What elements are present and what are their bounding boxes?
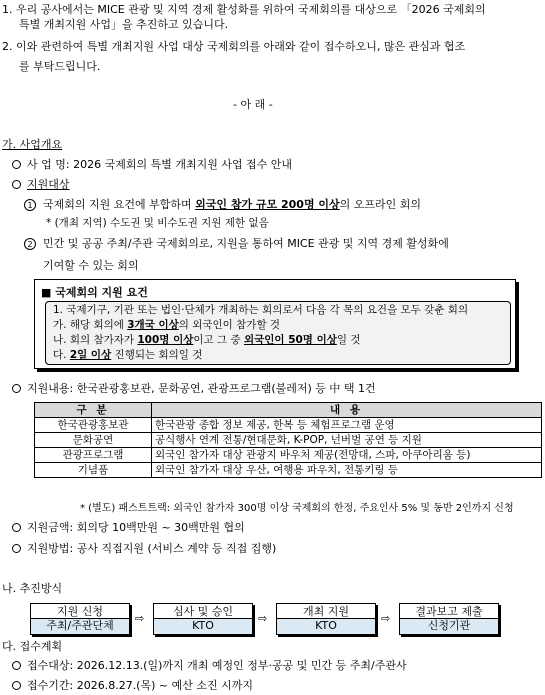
- amount-text: 지원금액: 회의당 10백만원 ~ 30백만원 협의: [27, 521, 245, 534]
- item-da-post: 진행되는 회의일 것: [111, 349, 203, 361]
- item-da-pre: 다.: [53, 349, 70, 361]
- step-actor: KTO: [154, 619, 252, 634]
- bullet-circle-icon: [12, 160, 21, 169]
- table-row: [35, 463, 542, 478]
- table-cell-content: 외국인 참가자 대상 우산, 여행용 파우치, 전통키링 등: [152, 463, 542, 478]
- step-actor: 신청기관: [400, 619, 498, 634]
- table-cell-category: 한국관광홍보관: [35, 418, 152, 433]
- table-header-content: 내 용: [152, 403, 542, 418]
- section-da-heading: 다. 접수계획: [2, 640, 63, 653]
- table-cell-category: 문화공연: [35, 433, 152, 448]
- item-na-post: 일 것: [336, 334, 361, 346]
- item-ga-pre: 가. 해당 회의에: [53, 319, 128, 331]
- process-step-review: [153, 603, 253, 635]
- process-step-report: [399, 603, 499, 635]
- requirements-box: [34, 279, 516, 369]
- table-cell-category: 관광프로그램: [35, 448, 152, 463]
- item-ga-post: 의 외국인이 참가할 것: [178, 319, 281, 331]
- item-na-bold-1: 100명 이상: [137, 334, 194, 346]
- below-marker: - 아 래 -: [233, 98, 273, 111]
- requirements-intro: 1. 국제기구, 기관 또는 법인·단체가 개최하는 회의로서 다음 각 목의 요건을 모두 갖춘 회의: [53, 304, 469, 316]
- criterion-1: [24, 198, 421, 212]
- method-text: 지원방법: 공사 직접지원 (서비스 계약 등 직접 집행): [27, 542, 277, 555]
- project-name-text: 사 업 명: 2026 국제회의 특별 개최지원 사업 접수 안내: [27, 158, 293, 171]
- item-na-mid: 이고 그 중: [193, 334, 244, 346]
- table-cell-content: 외국인 참가자 대상 관광지 바우처 제공(전망대, 스파, 아쿠아리움 등): [152, 448, 542, 463]
- table-note: * (별도) 패스트트랙: 외국인 참가자 300명 이상 국제회의 한정, 주요인사 5% 및 동반 2인까지 신청: [80, 503, 514, 514]
- section-na-heading: 나. 추진방식: [2, 582, 63, 595]
- amount-line: [12, 521, 245, 535]
- step-title: 심사 및 승인: [154, 604, 252, 619]
- step-actor: KTO: [277, 619, 375, 634]
- step-actor: 주최/주관단체: [31, 619, 129, 634]
- requirements-title: ■ 국제회의 지원 요건: [41, 286, 148, 299]
- bullet-circle-icon: [12, 661, 21, 670]
- bullet-circle-icon: [12, 681, 21, 690]
- target-label: 지원대상: [27, 178, 70, 191]
- item-ga-bold: 3개국 이상: [127, 319, 179, 331]
- intro-paragraph-1-line-1: 1. 우리 공사에서는 MICE 관광 및 지역 경제 활성화를 위하여 국제회의를 대상으로 「2026 국제회의: [2, 3, 486, 16]
- item-na-pre: 나. 회의 참가자가: [53, 334, 138, 346]
- table-cell-content: 공식행사 연계 전통/현대문화, K-POP, 넌버벌 공연 등 지원: [152, 433, 542, 448]
- intro-paragraph-1-line-2: 특별 개최지원 사업」을 추진하고 있습니다.: [19, 18, 229, 31]
- support-content-line: [12, 382, 376, 396]
- table-row: [35, 433, 542, 448]
- step-title: 개최 지원: [277, 604, 375, 619]
- section-ga-heading: 가. 사업개요: [2, 138, 63, 151]
- circled-number-icon: 1: [24, 199, 36, 211]
- process-step-apply: [30, 603, 130, 635]
- support-table: [34, 402, 542, 478]
- process-step-support: [276, 603, 376, 635]
- step-title: 결과보고 제출: [400, 604, 498, 619]
- method-line: [12, 542, 276, 556]
- target-label-line: [12, 178, 70, 192]
- requirement-item-da: [53, 348, 202, 362]
- item-na-bold-2: 외국인이 50명 이상: [243, 334, 337, 346]
- right-arrow-icon: ⇨: [381, 612, 391, 625]
- table-cell-category: 기념품: [35, 463, 152, 478]
- intake-period-line: [12, 679, 253, 693]
- requirement-item-ga: [53, 318, 280, 332]
- criterion-1-note: * (개최 지역) 수도권 및 비수도권 지원 제한 없음: [46, 217, 269, 229]
- intro-paragraph-2-line-2: 를 부탁드립니다.: [19, 60, 101, 73]
- table-row: [35, 448, 542, 463]
- criterion-1-pre: 국제회의 지원 요건에 부합하며: [43, 198, 196, 211]
- support-content-text: 지원내용: 한국관광홍보관, 문화공연, 관광프로그램(불레저) 등 中 택 1건: [27, 382, 376, 395]
- bullet-circle-icon: [12, 180, 21, 189]
- project-name-line: [12, 158, 292, 172]
- right-arrow-icon: ⇨: [258, 612, 268, 625]
- requirement-item-na: [53, 333, 361, 347]
- intro-paragraph-2-line-1: 2. 이와 관련하여 특별 개최지원 사업 대상 국제회의를 아래와 같이 접수하오니, 많은 관심과 협조: [2, 40, 466, 53]
- criterion-2-text: 민간 및 공공 주최/주관 국제회의로, 지원을 통하여 MICE 관광 및 지역 경제 활성화에: [43, 237, 449, 250]
- table-cell-content: 한국관광 종합 정보 제공, 한복 등 체험프로그램 운영: [152, 418, 542, 433]
- criterion-2-line-2: 기여할 수 있는 회의: [43, 259, 139, 272]
- intake-subject-text: 접수대상: 2026.12.13.(일)까지 개최 예정인 정부·공공 및 민간 등 주최/주관사: [27, 659, 407, 672]
- criterion-1-bold: 외국인 참가 규모 200명 이상: [195, 198, 340, 211]
- table-header-category: 구 분: [35, 403, 152, 418]
- step-title: 지원 신청: [31, 604, 129, 619]
- intake-period-text: 접수기간: 2026.8.27.(목) ~ 예산 소진 시까지: [27, 679, 253, 692]
- item-da-bold: 2일 이상: [69, 349, 112, 361]
- table-header-row: [35, 403, 542, 418]
- right-arrow-icon: ⇨: [135, 612, 145, 625]
- bullet-circle-icon: [12, 544, 21, 553]
- intake-subject-line: [12, 659, 407, 673]
- bullet-circle-icon: [12, 384, 21, 393]
- table-row: [35, 418, 542, 433]
- bullet-circle-icon: [12, 523, 21, 532]
- circled-number-icon: 2: [24, 238, 36, 250]
- criterion-2-line-1: [24, 237, 449, 251]
- requirements-inner-box: [45, 301, 511, 365]
- criterion-1-post: 의 오프라인 회의: [339, 198, 422, 211]
